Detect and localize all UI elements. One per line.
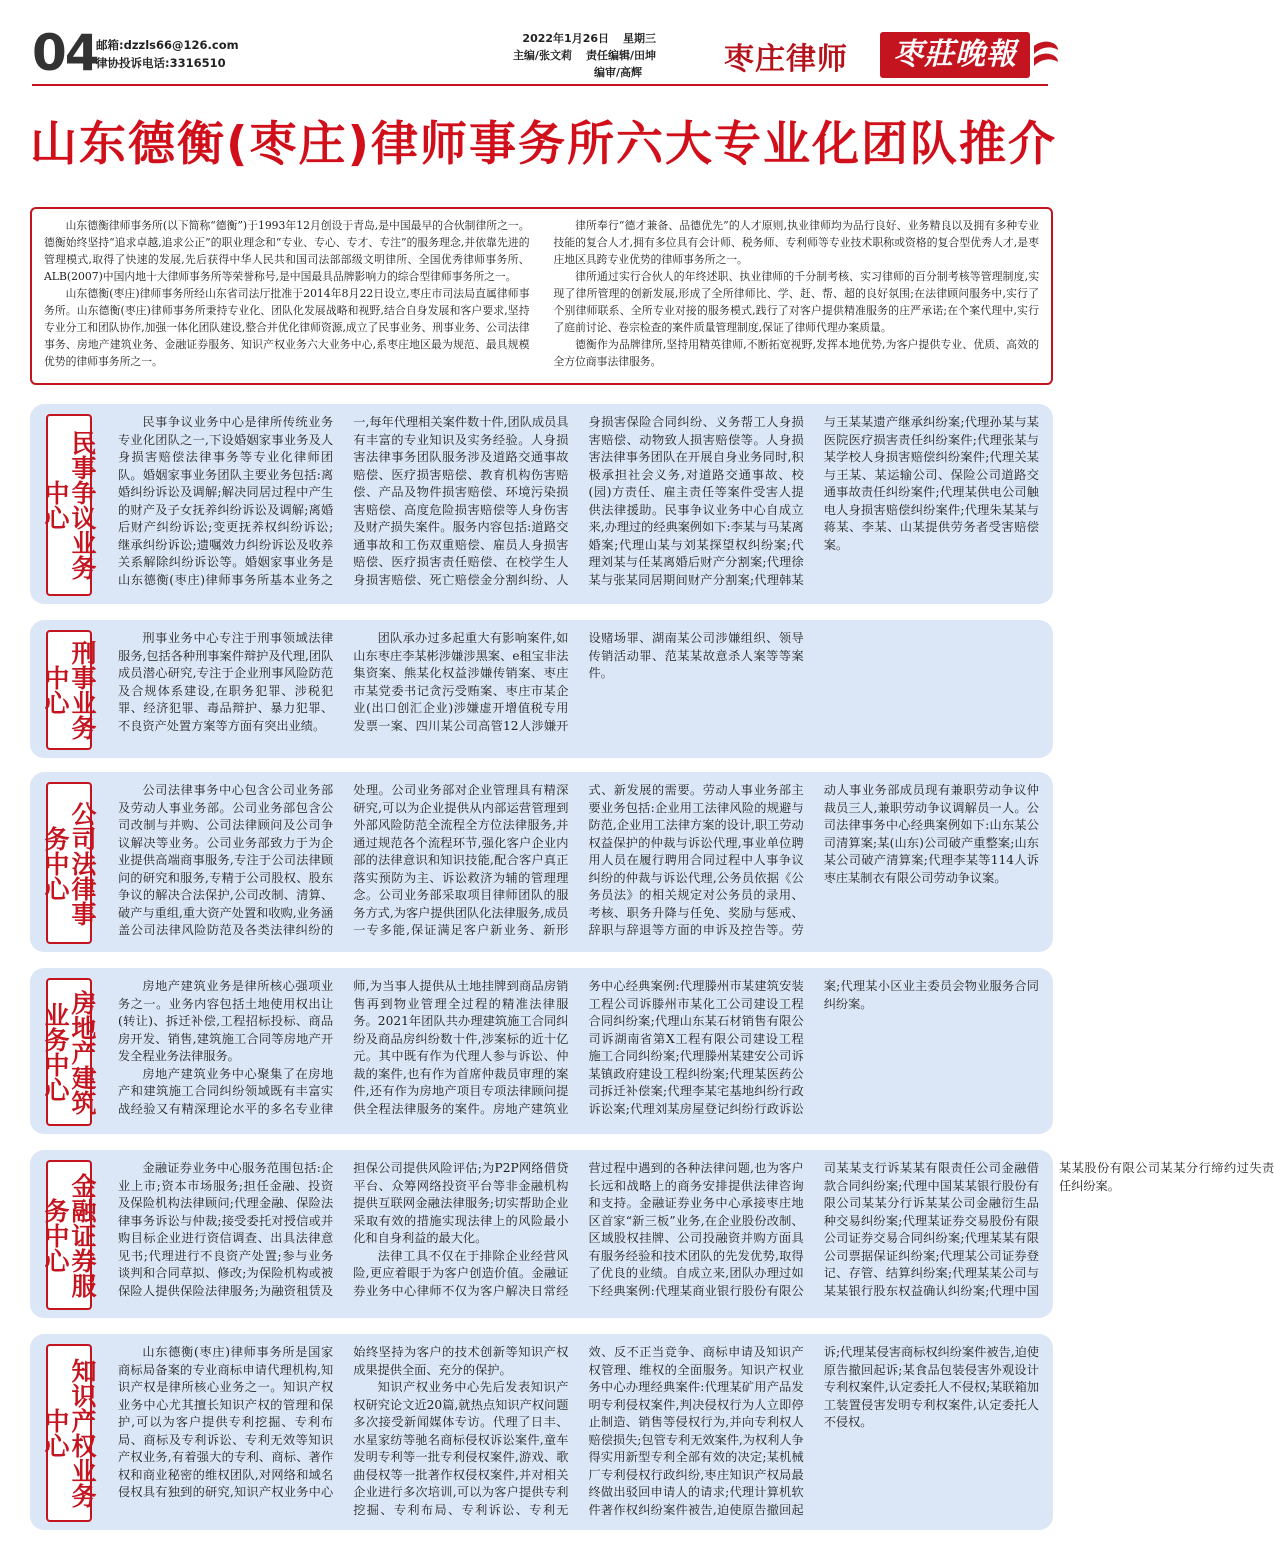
section-paragraph: 刑事业务中心专注于刑事领域法律服务,包括各种刑事案件辩护及代理,团队成员潜心研究,专注于企业刑事风险防范及合规体系建设,在职务犯罪、涉税犯罪、经济犯罪、毒品辩护、暴力犯罪、不良资产处置方案等方面有突出业绩。 xyxy=(118,631,334,733)
newspaper-logo-icon xyxy=(1030,36,1062,74)
section-criminal xyxy=(30,620,1053,758)
section-title: 公司法律事务中心 xyxy=(46,782,92,944)
complaint-phone-line: 律协投诉电话:3316510 xyxy=(96,56,226,70)
issue-credits xyxy=(486,30,656,81)
section-body xyxy=(118,1160,1274,1310)
section-title: 知识产权业务中心 xyxy=(46,1344,92,1522)
column-name: 枣庄律师 xyxy=(724,42,848,77)
intro-paragraph: 德衡作为品牌律所,坚持用精英律师,不断拓宽视野,发挥本地优势,为客户提供专业、优质、高效的全方位商事法律服务。 xyxy=(553,338,1039,368)
intro-left-column xyxy=(44,217,530,383)
section-paragraph: 房地产建筑业务是律所核心强项业务之一。业务内容包括土地使用权出让(转让)、拆迁补偿,工程招标投标、商品房开发、销售,建筑施工合同等房地产开发全程业务法律服务。 xyxy=(118,979,334,1063)
contact-info xyxy=(96,36,239,72)
section-body xyxy=(118,1344,1039,1522)
newspaper-masthead: 枣莊晚報 xyxy=(880,32,1030,78)
page-headline: 山东德衡(枣庄)律师事务所六大专业化团队推介 xyxy=(30,117,1057,172)
duty-editor: 责任编辑/田坤 xyxy=(585,49,656,62)
section-body xyxy=(118,414,1039,596)
section-civil-dispute xyxy=(30,404,1053,604)
section-paragraph: 民事争议业务中心是律所传统业务专业化团队之一,下设婚姻家事业务及人身损害赔偿法律事务等专业化律师团队。婚姻家事业务团队主要业务包括:离婚纠纷诉讼及调解;解决同居过程中产生的财产及子女抚养纠纷诉讼及调解;离婚后财产纠纷诉讼;变更抚养权纠纷诉讼;继承纠纷诉讼;遗嘱效力纠纷诉讼及收养关系解除纠纷诉讼等。婚姻家事业务是山东德衡(枣庄)律师事务所基本业务之一,每年代理相关案件数十件,团队成员具有丰富的专业知识及实务经验。人身损害法律事务团队服务涉及道路交通事故赔偿、医疗损害赔偿、教育机构伤害赔偿、产品及物件损害赔偿、环境污染损害赔偿、高度危险损害赔偿等人身伤害及财产损失案件。服务内容包括:道路交通事故和工伤双重赔偿、雇员人身损害赔偿、医疗损害责任赔偿、在校学生人身损害赔偿、死亡赔偿金分割纠纷、人身损害保险合同纠纷、义务帮工人身损害赔偿、动物致人损害赔偿等。人身损害法律事务团队在开展自身业务同时,积极承担社会义务,对道路交通事故、校(园)方责任、雇主责任等案件受害人提供法律援助。民事争议业务中心自成立来,办理过的经典案例如下:李某与马某离婚案;代理山某与刘某探望权纠纷案;代理刘某与任某离婚后财产分割案;代理徐某与张某同居期间财产分割案;代理韩某与王某某遗产继承纠纷案;代理孙某与某医院医疗损害责任纠纷案件;代理张某与某学校人身损害赔偿纠纷案件;代理关某与王某、某运输公司、保险公司道路交通事故责任纠纷案件;代理某供电公司触电人身损害赔偿纠纷案件;代理朱某某与蒋某、李某、山某提供劳务者受害赔偿案。 xyxy=(118,415,1039,587)
section-corporate-law xyxy=(30,772,1053,952)
section-paragraph: 公司法律事务中心包含公司业务部及劳动人事业务部。公司业务部包含公司改制与并购、公司法律顾问及公司争议解决等业务。公司业务部致力于为企业提供高端商事服务,专注于公司法律顾问的研究和服务,专精于公司股权、股东争议的解决合法保护,公司改制、清算、破产与重组,重大资产处置和收购,业务涵盖公司法律风险防范及各类法律纠纷的处理。公司业务部对企业管理具有精深研究,可以为企业提供从内部运营管理到外部风险防范全流程全方位法律服务,并通过规范各个流程环节,强化客户企业内部的法律意识和知识技能,配合客户真正落实预防为主、诉讼救济为辅的管理理念。公司业务部采取项目律师团队的服务方式,为客户提供团队化法律服务,成员一专多能,保证满足客户新业务、新形式、新发展的需要。劳动人事业务部主要业务包括:企业用工法律风险的规避与防范,企业用工法律方案的设计,职工劳动权益保护的仲裁与诉讼代理,事业单位聘用人员在履行聘用合同过程中人事争议纠纷的仲裁与诉讼代理,公务员依据《公务员法》的相关规定对公务员的录用、考核、职务升降与任免、奖励与惩戒、辞职与辞退等方面的申诉及控告等。劳动人事业务部成员现有兼职劳动争议仲裁员三人,兼职劳动争议调解员一人。公司法律事务中心经典案例如下:山东某公司清算案;某(山东)公司破产重整案;山东某公司破产清算案;代理李某等114人诉枣庄某制衣有限公司劳动争议案。 xyxy=(118,783,1039,937)
section-paragraph: 知识产权业务中心先后发表知识产权研究论文近20篇,就热点知识产权问题多次接受新闻媒体专访。代理了日丰、水星家纺等驰名商标侵权诉讼案件,童车发明专利等一批专利侵权案件,游戏、歌曲侵权等一批著作权侵权案件,并对相关企业进行多次培训,可以为客户提供专利挖掘、专利布局、专利诉讼、专利无效、反不正当竞争、商标申请及知识产权管理、维权的全面服务。知识产权业务中心办理经典案件:代理某矿用产品发明专利侵权案件,判决侵权行为人立即停止制造、销售等侵权行为,并向专利权人赔偿损失;包管专利无效案件,为权利人争得实用新型专利全部有效的决定;某机械厂专利侵权行政纠纷,枣庄知识产权局最终做出驳回申请人的请求;代理计算机软件著作权纠纷案件被告,迫使原告撤回起诉;代理某侵害商标权纠纷案件被告,迫使原告撤回起诉;某食品包装侵害外观设计专利权案件,认定委托人不侵权;某联箱加工装置侵害发明专利权案件,认定委托人不侵权。 xyxy=(353,1345,1039,1517)
intro-paragraph: 律所通过实行合伙人的年终述职、执业律师的千分制考核、实习律师的百分制考核等管理制度,实现了律所管理的创新发展,形成了全所律师比、学、赶、帮、超的良好氛围;在法律顾问服务中,实行了个别律师联系、全所专业对接的服务模式,践行了对客户提供精准服务的庄严承诺;在个案代理中,实行了庭前讨论、卷宗检查的案件质量管理制度,保证了律师代理办案质量。 xyxy=(553,270,1039,334)
section-paragraph: 团队承办过多起重大有影响案件,如山东枣庄李某彬涉嫌涉黑案、e租宝非法集资案、熊某化权益涉嫌传销案、枣庄市某党委书记贪污受贿案、枣庄市某企业(出口创汇企业)涉嫌虚开增值税专用发票一案、四川某公司高管12人涉嫌开设赌场罪、湖南某公司涉嫌组织、领导传销活动罪、范某某故意杀人案等等案件。 xyxy=(353,631,804,733)
section-real-estate-construction xyxy=(30,968,1053,1134)
intro-paragraph: 山东德衡律师事务所(以下简称“德衡”)于1993年12月创设于青岛,是中国最早的合伙制律所之一。德衡始终坚持“追求卓越,追求公正”的职业理念和“专业、专心、专才、专注”的服务理念,并依靠先进的管理模式,取得了快速的发展,先后获得中华人民共和国司法部部级文明律所、全国优秀律师事务所、ALB(2007)中国内地十大律师事务所等荣誉称号,是中国最具品牌影响力的综合型律师事务所之一。 xyxy=(44,219,530,283)
chief-editor: 主编/张文莉 xyxy=(512,49,572,62)
intro-paragraph: 律所奉行“德才兼备、品德优先”的人才原则,执业律师均为品行良好、业务精良以及拥有多种专业技能的复合人才,拥有多位具有会计师、税务师、专利师等专业技术职称或资格的复合型优秀人才,是枣庄地区具跨专业优势的律师事务所之一。 xyxy=(553,219,1039,266)
section-body xyxy=(118,978,1039,1126)
issue-weekday: 星期三 xyxy=(623,32,656,45)
page-number: 04 xyxy=(32,24,98,82)
section-title: 金融证券服务中心 xyxy=(46,1160,92,1310)
section-title: 刑事业务中心 xyxy=(46,630,92,750)
section-paragraph: 房地产建筑业务中心聚集了在房地产和建筑施工合同纠纷领域既有丰富实战经验又有精深理论水平的多名专业律师,为当事人提供从土地挂牌到商品房销售再到物业管理全过程的精准法律服务。2021年团队共办理建筑施工合同纠纷及商品房纠纷数十件,涉案标的近十亿元。其中既有作为代理人参与诉讼、仲裁的案件,也有作为首席仲裁员审理的案件,还有作为房地产项目专项法律顾问提供全程法律服务的案件。房地产建筑业务中心经典案例:代理滕州市某建筑安装工程公司诉滕州市某化工公司建设工程合同纠纷案;代理山东某石材销售有限公司诉湖南省第X工程有限公司建设工程施工合同纠纷案;代理滕州某建安公司诉某镇政府建设工程纠纷案;代理某医药公司拆迁补偿案;代理李某宅基地纠纷行政诉讼案;代理刘某房屋登记纠纷行政诉讼案;代理某小区业主委员会物业服务合同纠纷案。 xyxy=(118,979,1039,1116)
intro-right-column xyxy=(554,217,1040,383)
section-intellectual-property xyxy=(30,1334,1053,1530)
intro-paragraph: 山东德衡(枣庄)律师事务所经山东省司法厅批准于2014年8月22日设立,枣庄市司法局直属律师事务所。山东德衡(枣庄)律师事务所秉持专业化、团队化发展战略和视野,结合自身发展和客户要求,坚持专业分工和团队协作,加强一体化团队建设,整合并优化律师资源,成立了民事业务、刑事业务、公司法律事务、房地产建筑业务、金融证券服务、知识产权业务六大业务中心,系枣庄地区最为规范、最具规模优势的律师事务所之一。 xyxy=(44,287,530,368)
issue-date: 2022年1月26日 xyxy=(522,32,609,45)
section-body xyxy=(118,630,1039,750)
section-paragraph: 法律工具不仅在于排除企业经营风险,更应着眼于为客户创造价值。金融证券业务中心律师不仅为客户解决日常经营过程中遇到的各种法律问题,也为客户长远和战略上的商务安排提供法律咨询和支持。金融证券业务中心承接枣庄地区首家“新三板”业务,在企业股份改制、区域股权挂牌、公司投融资并购方面具有服务经验和技术团队的先发优势,取得了优良的业绩。自成立来,团队办理过如下经典案例:代理某商业银行股份有限公司某某支行诉某某有限责任公司金融借款合同纠纷案;代理中国某某银行股份有限公司某某分行诉某某公司金融衍生品种交易纠纷案;代理某证券交易股份有限公司证券交易合同纠纷案;代理某某有限公司票据保证纠纷案;代理某公司证券登记、存管、结算纠纷案;代理某某公司与某某银行股东权益确认纠纷案;代理中国某某股份有限公司某某分行缔约过失责任纠纷案。 xyxy=(353,1161,1274,1298)
intro-box xyxy=(30,207,1053,385)
section-paragraph: 金融证券业务中心服务范围包括:企业上市;资本市场服务;担任金融、投资及保险机构法律顾问;代理金融、保险法律事务诉讼与仲裁;接受委托对授信或并购目标企业进行资信调查、出具法律意见书;代理进行不良资产处置;参与业务谈判和合同草拟、修改;为保险机构或被保险人提供保险法律服务;为融资租赁及担保公司提供风险评估;为P2P网络借贷平台、众筹网络投资平台等非金融机构提供互联网金融法律服务;切实帮助企业采取有效的措施实现法律上的风险最小化和自身利益的最大化。 xyxy=(118,1161,569,1298)
section-body xyxy=(118,782,1039,944)
email-line: 邮箱:dzzls66@126.com xyxy=(96,38,239,52)
section-title: 民事争议业务中心 xyxy=(46,414,92,596)
section-title: 房地产建筑业务中心 xyxy=(46,978,92,1126)
header-divider xyxy=(32,84,1048,86)
reviewer: 编审/高辉 xyxy=(594,66,643,79)
section-paragraph: 山东德衡(枣庄)律师事务所是国家商标局备案的专业商标申请代理机构,知识产权是律所核心业务之一。知识产权业务中心尤其擅长知识产权的管理和保护,可以为客户提供专利挖掘、专利布局、商标及专利诉讼、专利无效等知识产权业务,有着强大的专利、商标、著作权和商业秘密的维权团队,对网络和域名侵权具有独到的研究,知识产权业务中心始终坚持为客户的技术创新等知识产权成果提供全面、充分的保护。 xyxy=(118,1345,569,1499)
section-finance-securities xyxy=(30,1150,1274,1318)
